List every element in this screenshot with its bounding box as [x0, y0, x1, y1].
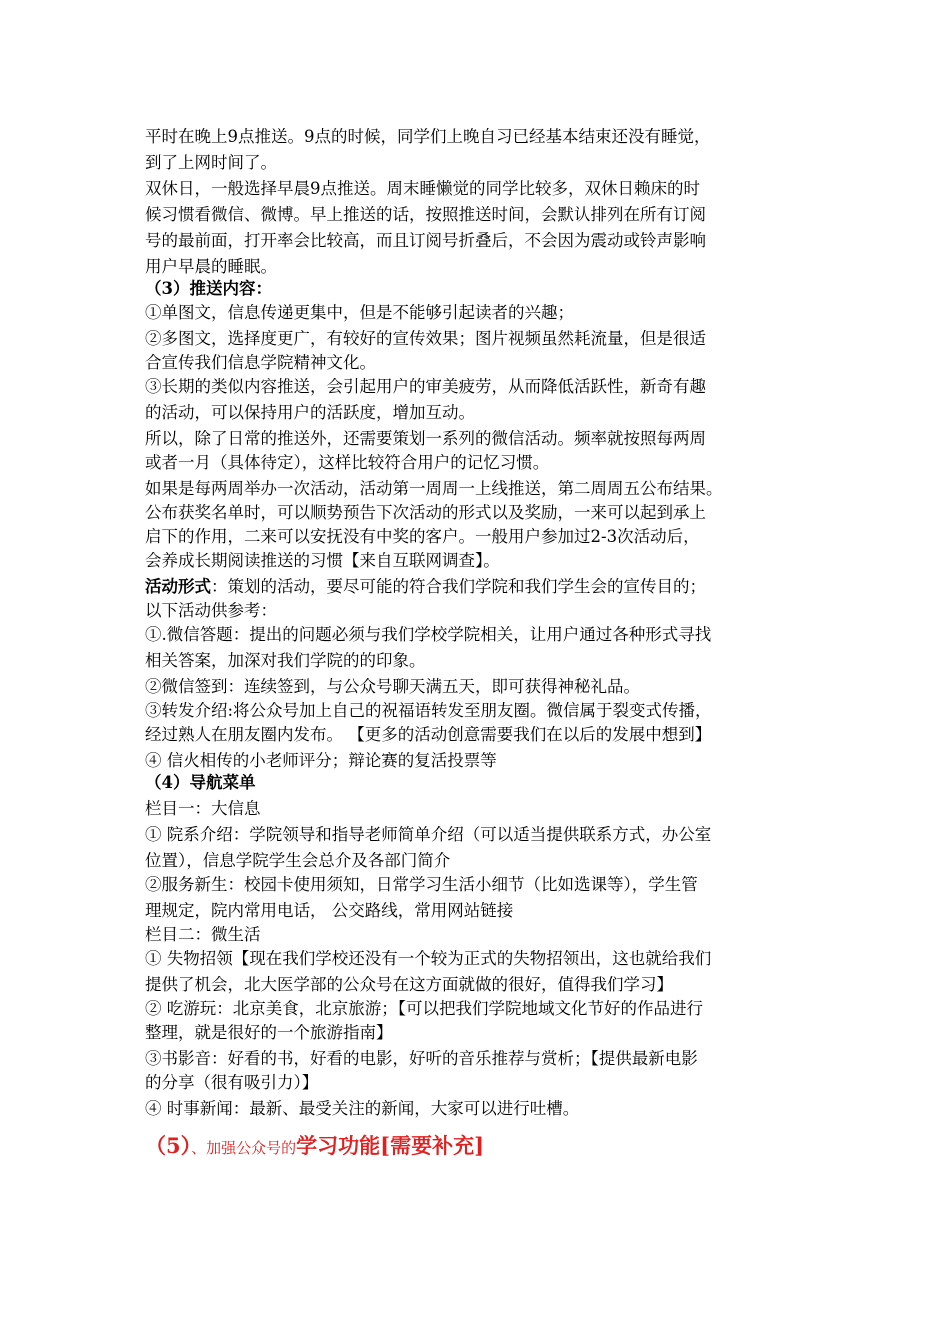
text-line: ③书影音：好看的书，好看的电影，好听的音乐推荐与赏析；【提供最新电影 [145, 1049, 698, 1068]
text-line: 的活动，可以保持用户的活跃度，增加互动。 [145, 403, 475, 422]
text-line: 启下的作用，二来可以安抚没有中奖的客户。一般用户参加过2-3次活动后， [145, 527, 700, 546]
text-line: 位置），信息学院学生会总介及各部门简介 [145, 851, 451, 870]
text-line: ④ 时事新闻：最新、最受关注的新闻，大家可以进行吐槽。 [145, 1099, 580, 1118]
text-line: 栏目二：微生活 [145, 925, 261, 944]
text-line: 栏目一：大信息 [145, 799, 261, 818]
text-line: 会养成长期阅读推送的习惯【来自互联网调查】。 [145, 551, 500, 570]
text-line: ①.微信答题：提出的问题必须与我们学校学院相关，让用户通过各种形式寻找 [145, 625, 712, 644]
section-heading-push-content: （3）推送内容： [145, 279, 272, 298]
text-line: ③长期的类似内容推送，会引起用户的审美疲劳，从而降低活跃性，新奇有趣 [145, 377, 706, 396]
text-line: 所以，除了日常的推送外，还需要策划一系列的微信活动。频率就按照每两周 [145, 429, 706, 448]
heading-prefix: 、加强公众号的 [191, 1139, 297, 1157]
heading-number: （5） [145, 1133, 192, 1158]
text-line: 号的最前面，打开率会比较高，而且订阅号折叠后，不会因为震动或铃声影响 [145, 231, 706, 250]
text-line: 的分享（很有吸引力）】 [145, 1073, 319, 1092]
text-line: 整理，就是很好的一个旅游指南】 [145, 1023, 393, 1042]
text-line: ① 院系介绍：学院领导和指导老师简单介绍（可以适当提供联系方式，办公室 [145, 825, 712, 844]
text-line: 或者一月（具体待定），这样比较符合用户的记忆习惯。 [145, 453, 550, 472]
text-line: 理规定，院内常用电话， 公交路线，常用网站链接 [145, 901, 514, 920]
text-line: ②服务新生：校园卡使用须知，日常学习生活小细节（比如选课等），学生管 [145, 875, 698, 894]
text-line: 相关答案，加深对我们学院的的印象。 [145, 651, 426, 670]
text-line: 经过熟人在朋友圈内发布。 【更多的活动创意需要我们在以后的发展中想到】 [145, 725, 712, 744]
text-line: 以下活动供参考： [145, 601, 277, 620]
text-line: 用户早晨的睡眠。 [145, 257, 277, 276]
section-heading-learning-function [145, 1130, 845, 1170]
text-line: ④ 信火相传的小老师评分；辩论赛的复活投票等 [145, 751, 497, 770]
text-line: ② 吃游玩：北京美食，北京旅游；【可以把我们学院地域文化节好的作品进行 [145, 999, 703, 1018]
text-line: ① 失物招领【现在我们学校还没有一个较为正式的失物招领出，这也就给我们 [145, 949, 712, 968]
section-heading-nav-menu: （4）导航菜单 [145, 773, 256, 792]
text-line: ③转发介绍:将公众号加上自己的祝福语转发至朋友圈。微信属于裂变式传播， [145, 701, 712, 720]
text-line: 到了上网时间了。 [145, 153, 277, 172]
text-line: 候习惯看微信、微博。早上推送的话，按照推送时间，会默认排列在所有订阅 [145, 205, 706, 224]
text-line: ①单图文，信息传递更集中，但是不能够引起读者的兴趣； [145, 303, 574, 322]
text-line: 如果是每两周举办一次活动，活动第一周周一上线推送，第二周周五公布结果。 [145, 479, 723, 498]
heading-emphasis: 学习功能[需要补充] [296, 1133, 485, 1158]
text-line: 公布获奖名单时，可以顺势预告下次活动的形式以及奖励，一来可以起到承上 [145, 503, 706, 522]
text-line: 双休日，一般选择早晨9点推送。周末睡懒觉的同学比较多，双休日赖床的时 [145, 179, 700, 198]
activity-form-label: 活动形式 [145, 577, 211, 596]
activity-form-line [145, 575, 815, 599]
text-line: 合宣传我们信息学院精神文化。 [145, 353, 376, 372]
text-line: ②微信签到：连续签到，与公众号聊天满五天，即可获得神秘礼品。 [145, 677, 640, 696]
activity-form-text: ：策划的活动，要尽可能的符合我们学院和我们学生会的宣传目的； [211, 577, 706, 596]
text-line: 平时在晚上9点推送。9点的时候，同学们上晚自习已经基本结束还没有睡觉， [145, 127, 711, 146]
text-line: 提供了机会，北大医学部的公众号在这方面就做的很好，值得我们学习】 [145, 975, 673, 994]
text-line: ②多图文，选择度更广，有较好的宣传效果；图片视频虽然耗流量，但是很适 [145, 329, 706, 348]
